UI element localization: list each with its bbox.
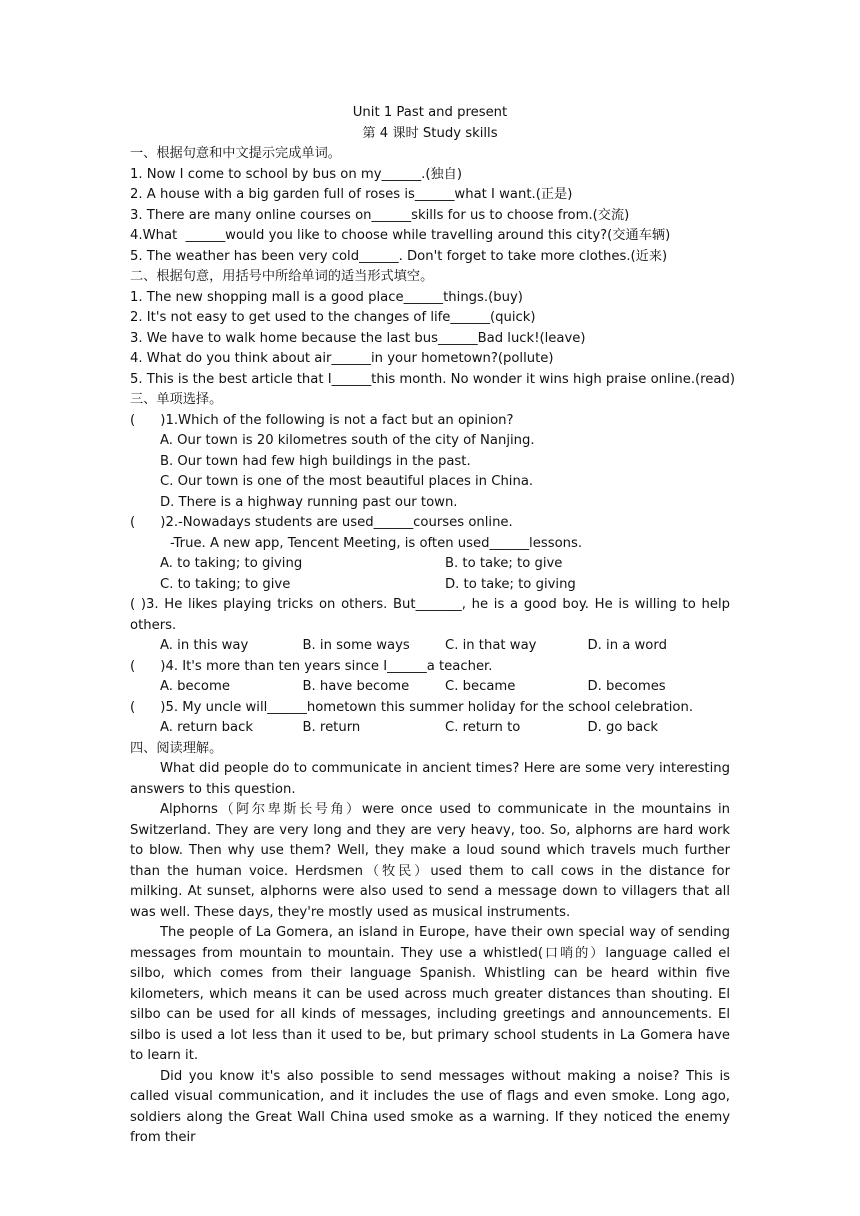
passage-paragraph-3: The people of La Gomera, an island in Europe, have their own special way of sending messages from mountain to mountain. They use a whistled(口哨的）language called el silbo, which comes from their language Spanish. Whistling can be heard within five kilometers, which means it can be used across much greater distances than shouting. El silbo can be used for all kinds of messages, including greetings and announcements. El silbo is used a lot less than it used to be, but primary school students in La Gomera have to learn it. [130,925,730,1063]
s2-item-2: 2. It's not easy to get used to the changes of life______(quick) [130,310,536,325]
q5-options [130,718,730,739]
q4-option-b: B. have become [302,679,410,694]
q2-stem-2: -True. A new app, Tencent Meeting, is often used______lessons. [170,535,583,551]
q1-option-d: D. There is a highway running past our town. [160,494,458,510]
q3-stem: ( )3. He likes playing tricks on others. But_______, he is a good boy. He is willing to help others. [130,597,730,633]
q1-option-c: C. Our town is one of the most beautiful places in China. [160,474,534,489]
q3-option-c: C. in that way [445,638,537,653]
q3-option-b: B. in some ways [302,638,410,653]
s1-item-4: 4.What ______would you like to choose while travelling around this city?(交通车辆) [130,228,671,243]
q3-options [130,636,730,657]
s2-item-1: 1. The new shopping mall is a good place______things.(buy) [130,289,523,305]
q2-option-a: A. to taking; to giving [160,556,303,571]
q5-option-a: A. return back [160,720,254,735]
section-4-heading: 四、阅读理解。 [130,740,223,756]
q2-options-row-2 [130,575,730,596]
q4-option-c: C. became [445,679,516,694]
q2-stem: ( )2.-Nowadays students are used______courses online. [130,515,513,530]
s2-item-5: 5. This is the best article that I______this month. No wonder it wins high praise online.(read) [130,371,736,387]
q2-option-d: D. to take; to giving [445,576,576,592]
section-3-heading: 三、单项选择。 [130,392,223,407]
s1-item-1: 1. Now I come to school by bus on my______.(独自) [130,166,462,182]
s1-item-2: 2. A house with a big garden full of roses is______what I want.(正是) [130,187,573,202]
section-2-heading: 二、根据句意，用括号中所给单词的适当形式填空。 [130,269,434,284]
passage-paragraph-1: What did people do to communicate in ancient times? Here are some very interesting answers to this question. [130,761,730,797]
q2-options-row-1 [130,554,730,575]
q1-option-a: A. Our town is 20 kilometres south of the city of Nanjing. [160,433,535,448]
page-subtitle: 第 4 课时 Study skills [362,125,498,141]
q2-option-c: C. to taking; to give [160,576,291,592]
passage-paragraph-2: Alphorns（阿尔卑斯长号角）were once used to communicate in the mountains in Switzerland. They are very long and they are very heavy, too. So, alphorns are hard work to blow. Then why use them? Well, they make a loud sound which travels much further than the human voice. Herdsmen（牧民）used them to call cows in the distance for milking. At sunset, alphorns were also used to send a message down to villagers that all was well. These days, they're mostly used as musical instruments. [130,802,730,920]
q1-option-b: B. Our town had few high buildings in the past. [160,453,471,469]
q1-stem: ( )1.Which of the following is not a fact but an opinion? [130,412,514,428]
document-content [130,103,736,1149]
q2-option-b: B. to take; to give [445,556,563,571]
passage-paragraph-4: Did you know it's also possible to send messages without making a noise? This is called visual communication, and it includes the use of flags and even smoke. Long ago, soldiers along the Great Wall China used smoke as a warning. If they noticed the enemy from their [130,1068,730,1145]
page-title: Unit 1 Past and present [352,105,508,120]
s1-item-3: 3. There are many online courses on______skills for us to choose from.(交流) [130,207,630,223]
q5-option-d: D. go back [587,720,659,735]
q4-stem: ( )4. It's more than ten years since I______a teacher. [130,658,493,674]
q4-options [130,677,730,698]
q5-option-c: C. return to [445,720,521,735]
q3-option-d: D. in a word [587,638,667,653]
q5-stem: ( )5. My uncle will______hometown this summer holiday for the school celebration. [130,699,694,715]
s2-item-4: 4. What do you think about air______in your hometown?(pollute) [130,351,554,366]
q4-option-d: D. becomes [587,679,666,694]
s1-item-5: 5. The weather has been very cold______. Don't forget to take more clothes.(近来) [130,248,668,264]
q5-option-b: B. return [302,720,361,735]
q3-option-a: A. in this way [160,638,249,653]
s2-item-3: 3. We have to walk home because the last bus______Bad luck!(leave) [130,330,586,346]
q4-option-a: A. become [160,679,230,694]
section-1-heading: 一、根据句意和中文提示完成单词。 [130,146,341,161]
